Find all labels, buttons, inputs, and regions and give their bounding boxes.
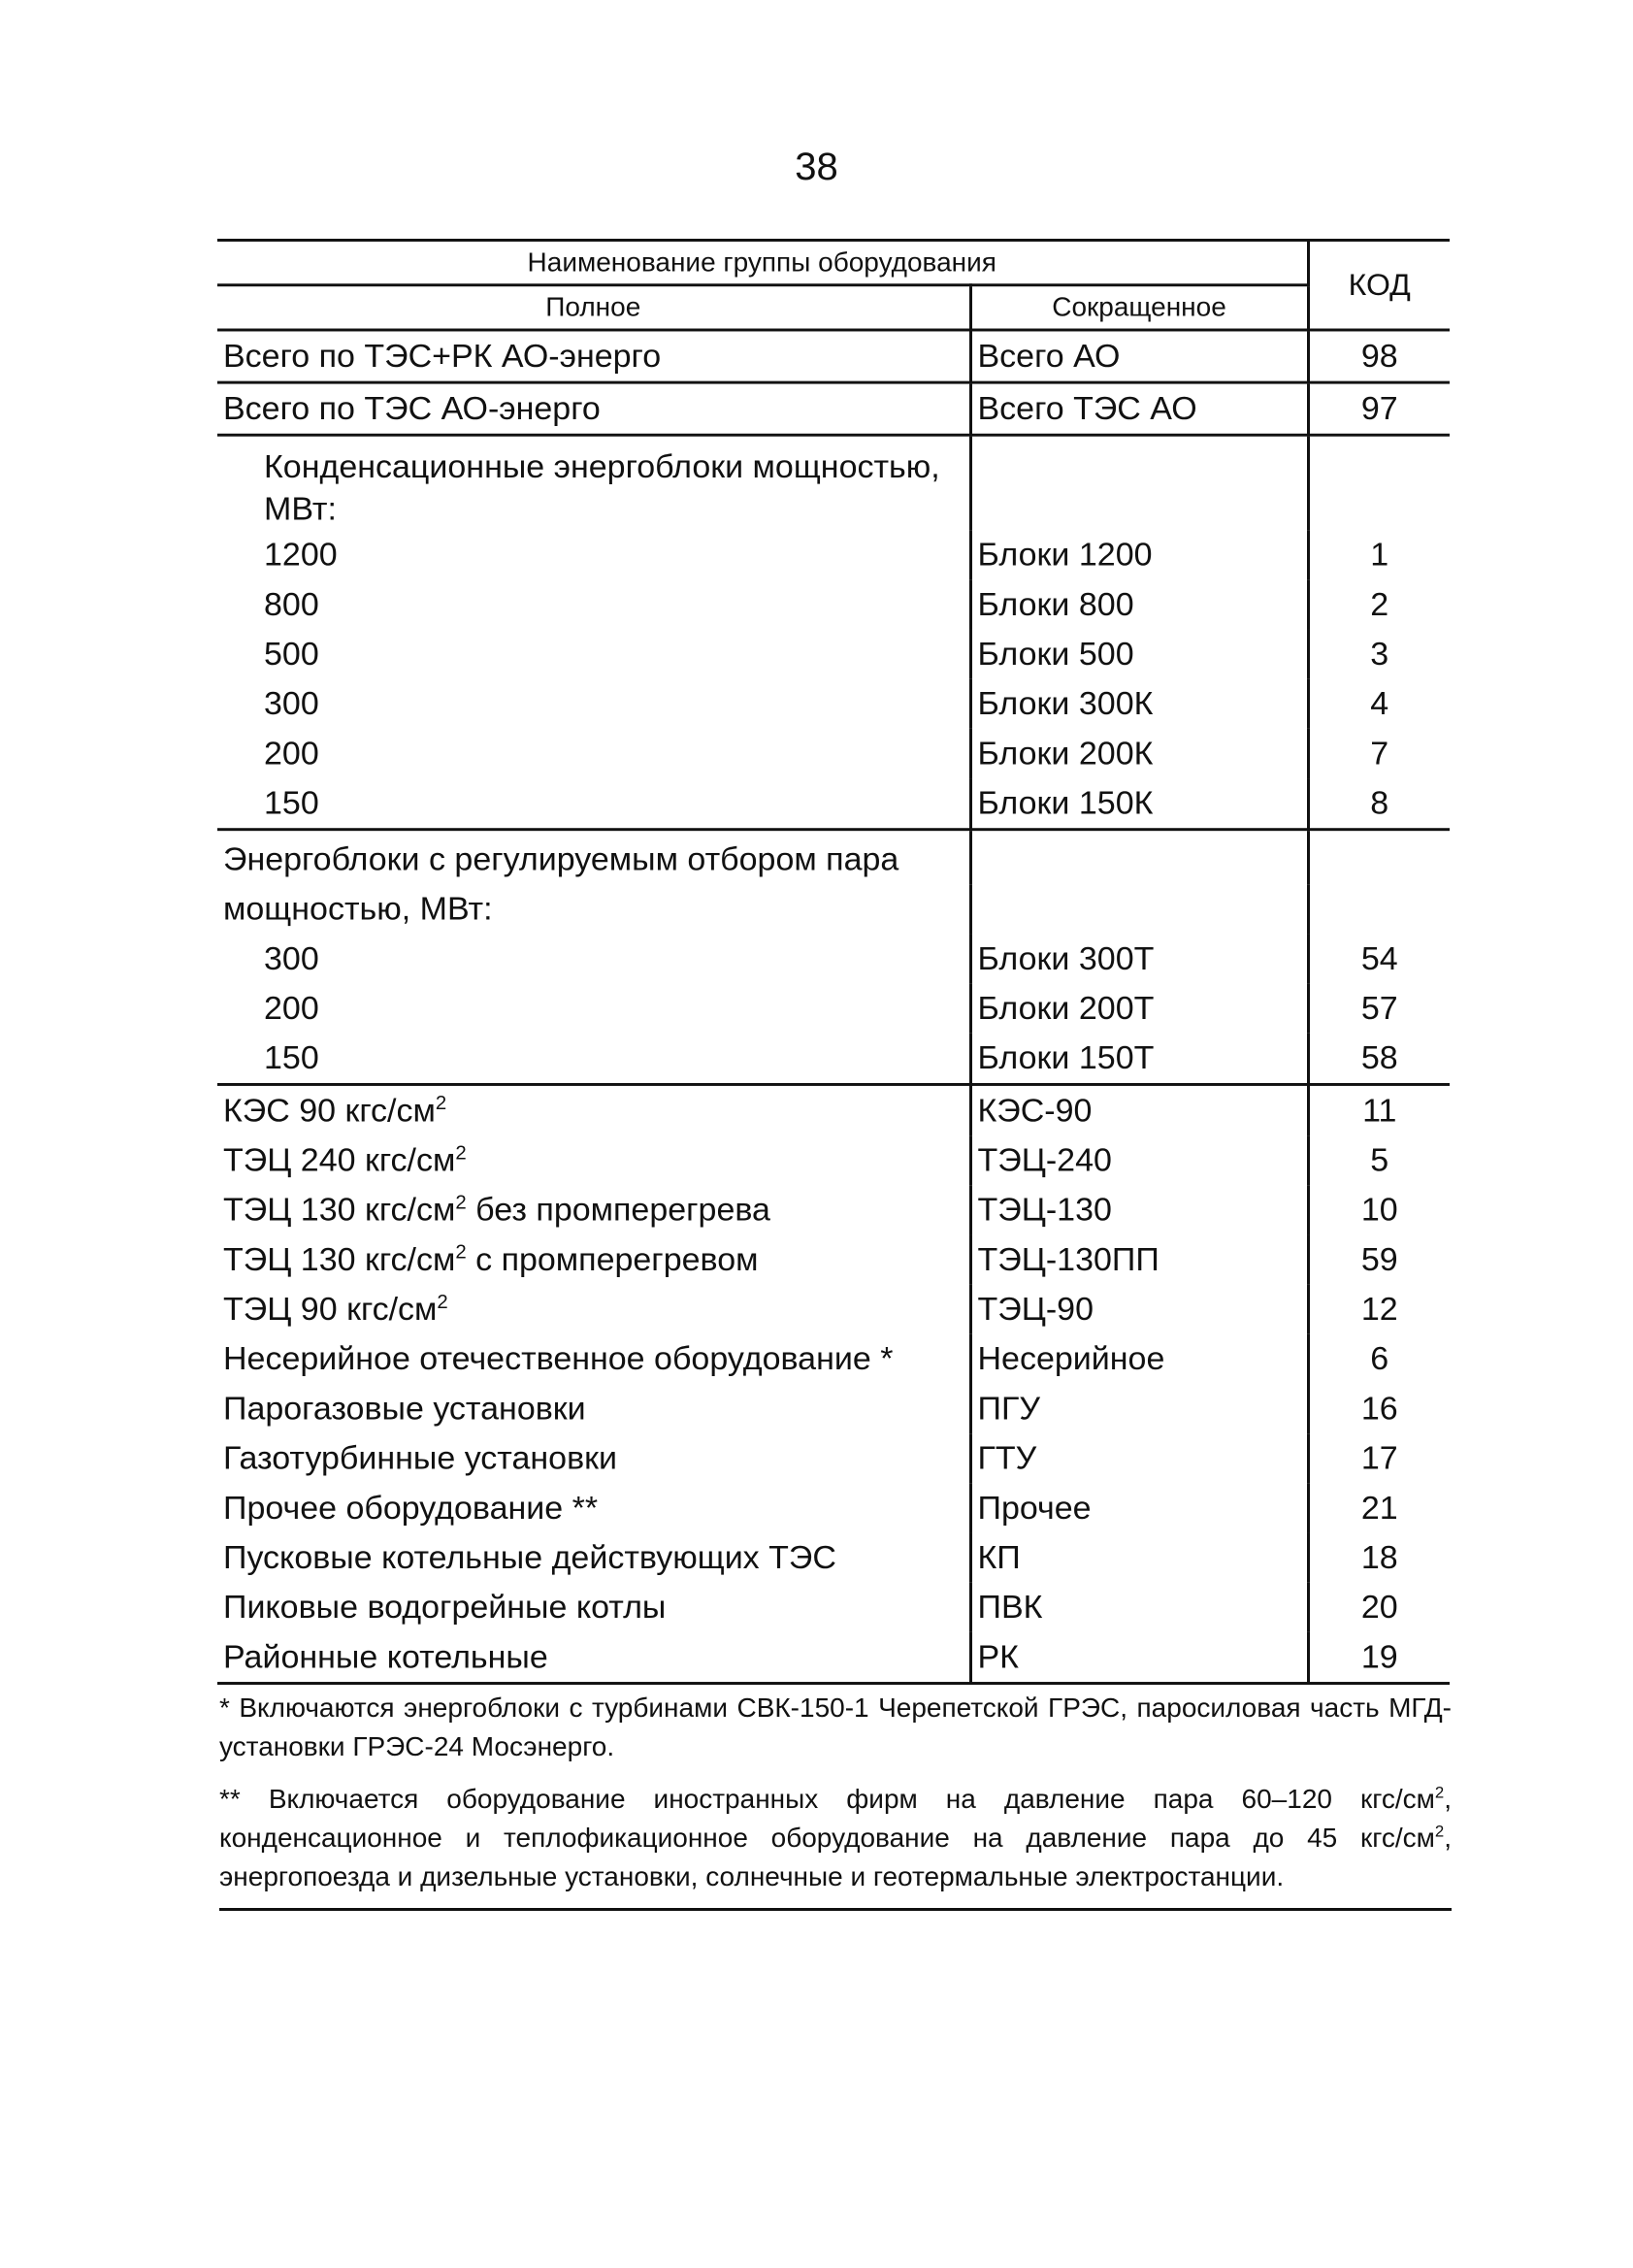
row-code: 98 bbox=[1308, 330, 1450, 382]
table-row-other bbox=[217, 1084, 1450, 1135]
equipment-code-table bbox=[217, 239, 1450, 1685]
row-code: 5 bbox=[1370, 1142, 1389, 1179]
row-full-name-text: ТЭЦ 130 кгс/см bbox=[223, 1241, 456, 1278]
table-row-total-all bbox=[217, 330, 1450, 382]
table-row-other bbox=[217, 1632, 1450, 1684]
row-full-name-superscript: 2 bbox=[455, 1142, 467, 1165]
table-row-regulated bbox=[217, 1034, 1450, 1085]
row-full-name bbox=[217, 1334, 970, 1384]
row-code: 97 bbox=[1308, 382, 1450, 435]
header-code: КОД bbox=[1308, 240, 1450, 330]
row-code: 6 bbox=[1370, 1340, 1389, 1378]
row-code: 1 bbox=[1370, 537, 1389, 574]
table-row-other bbox=[217, 1583, 1450, 1632]
row-full-name bbox=[217, 1285, 970, 1334]
footnote-2-part-c: , энергопоезда и дизельные установки, солнечные и геотермальные электростанции. bbox=[219, 1823, 1452, 1891]
section-header-regulated bbox=[217, 830, 1450, 885]
table-row-condensing bbox=[217, 778, 1450, 830]
row-full-name-text: ТЭЦ 130 кгс/см bbox=[223, 1192, 456, 1229]
row-code: 59 bbox=[1360, 1241, 1398, 1278]
row-full-name-text: Несерийное отечественное оборудование * bbox=[223, 1340, 894, 1378]
row-code: 2 bbox=[1370, 586, 1389, 623]
section-header-regulated-line2 bbox=[217, 884, 1450, 934]
condensing-rows bbox=[217, 530, 1450, 830]
row-full-name-superscript: 2 bbox=[455, 1242, 467, 1264]
row-code: 54 bbox=[1360, 940, 1398, 977]
section-header-condensing bbox=[217, 435, 1450, 530]
row-full-name: Всего по ТЭС+РК АО-энерго bbox=[217, 330, 970, 382]
row-short-name: Блоки 200К bbox=[970, 729, 1308, 778]
row-full-name-superscript: 2 bbox=[437, 1292, 448, 1313]
row-code: 20 bbox=[1360, 1589, 1398, 1626]
row-full-name: 300 bbox=[217, 679, 970, 729]
table-row-condensing bbox=[217, 579, 1450, 629]
row-full-name: 200 bbox=[217, 984, 970, 1034]
row-code: 10 bbox=[1360, 1192, 1398, 1229]
row-code: 57 bbox=[1360, 990, 1398, 1027]
row-short-name: Блоки 500 bbox=[970, 630, 1308, 679]
row-short-name: ГТУ bbox=[970, 1433, 1308, 1483]
row-full-name: 500 bbox=[217, 630, 970, 679]
row-full-name-text: Парогазовые установки bbox=[223, 1390, 586, 1428]
row-full-name-text: Газотурбинные установки bbox=[223, 1440, 618, 1477]
row-code: 17 bbox=[1360, 1440, 1398, 1477]
header-full-name: Полное bbox=[217, 285, 970, 330]
footnote-2 bbox=[219, 1780, 1452, 1896]
row-full-name: 1200 bbox=[217, 530, 970, 579]
row-short-name: Блоки 150К bbox=[970, 778, 1308, 830]
table-row-other bbox=[217, 1533, 1450, 1583]
row-short-name: Всего ТЭС АО bbox=[970, 382, 1308, 435]
row-code: 11 bbox=[1362, 1092, 1397, 1130]
row-short-name: КП bbox=[970, 1533, 1308, 1583]
row-full-name bbox=[217, 1135, 970, 1185]
row-full-name bbox=[217, 1632, 970, 1684]
row-short-name: Блоки 300Т bbox=[970, 934, 1308, 983]
row-short-name: ПГУ bbox=[970, 1384, 1308, 1433]
header-short-name: Сокращенное bbox=[970, 285, 1308, 330]
table-row-other bbox=[217, 1334, 1450, 1384]
section-title-line2: мощностью, МВт: bbox=[217, 884, 970, 934]
page-number: 38 bbox=[795, 146, 838, 188]
other-rows bbox=[217, 1084, 1450, 1683]
row-full-name bbox=[217, 1583, 970, 1632]
table-row-regulated bbox=[217, 984, 1450, 1034]
row-full-name: 150 bbox=[217, 778, 970, 830]
row-code: 16 bbox=[1360, 1390, 1398, 1428]
row-code: 21 bbox=[1360, 1490, 1398, 1527]
row-short-name: КЭС-90 bbox=[970, 1084, 1308, 1135]
row-full-name bbox=[217, 1185, 970, 1234]
row-full-name bbox=[217, 1384, 970, 1433]
row-short-name: Блоки 300К bbox=[970, 679, 1308, 729]
row-code: 19 bbox=[1308, 1632, 1450, 1684]
table-row-total-tes bbox=[217, 382, 1450, 435]
row-code: 12 bbox=[1360, 1291, 1398, 1328]
table-row-other bbox=[217, 1483, 1450, 1532]
row-full-name-text: ТЭЦ 90 кгс/см bbox=[223, 1291, 438, 1328]
regulated-rows bbox=[217, 934, 1450, 1084]
section-title: Конденсационные энергоблоки мощностью, МВт: bbox=[217, 435, 970, 530]
row-full-name bbox=[217, 1234, 970, 1284]
footnote-2-part-b: , конденсационное и теплофикационное оборудование на давление пара до 45 кгс/см bbox=[219, 1784, 1452, 1853]
row-short-name: РК bbox=[970, 1632, 1308, 1684]
row-full-name-text: Прочее оборудование ** bbox=[223, 1490, 599, 1527]
table-row-other bbox=[217, 1185, 1450, 1234]
row-full-name: 150 bbox=[217, 1034, 970, 1085]
section-title-line1: Энергоблоки с регулируемым отбором пара bbox=[217, 830, 970, 885]
table-row-other bbox=[217, 1384, 1450, 1433]
footnote-2-part-a: ** Включается оборудование иностранных фирм на давление пара 60–120 кгс/см bbox=[219, 1784, 1435, 1814]
table-row-condensing bbox=[217, 630, 1450, 679]
row-code: 58 bbox=[1308, 1034, 1450, 1085]
table-row-other bbox=[217, 1285, 1450, 1334]
row-short-name: ТЭЦ-90 bbox=[970, 1285, 1308, 1334]
header-group-name: Наименование группы оборудования bbox=[217, 240, 1308, 284]
row-full-name: 200 bbox=[217, 729, 970, 778]
row-full-name-suffix: с промперегревом bbox=[466, 1241, 759, 1278]
row-full-name-text: ТЭЦ 240 кгс/см bbox=[223, 1142, 456, 1179]
row-full-name: 800 bbox=[217, 579, 970, 629]
table-row-other bbox=[217, 1135, 1450, 1185]
row-full-name: Всего по ТЭС АО-энерго bbox=[217, 382, 970, 435]
table-row-condensing bbox=[217, 729, 1450, 778]
row-full-name-suffix: без промперегрева bbox=[466, 1192, 770, 1229]
row-full-name: 300 bbox=[217, 934, 970, 983]
row-short-name: Блоки 800 bbox=[970, 579, 1308, 629]
row-code: 4 bbox=[1370, 685, 1389, 722]
table-row-regulated bbox=[217, 934, 1450, 983]
row-full-name-text: КЭС 90 кгс/см bbox=[223, 1092, 436, 1130]
row-short-name: Блоки 150Т bbox=[970, 1034, 1308, 1085]
footnote-2-sup-2: 2 bbox=[1434, 1822, 1445, 1841]
row-full-name-superscript: 2 bbox=[435, 1093, 447, 1115]
row-short-name: ТЭЦ-130 bbox=[970, 1185, 1308, 1234]
table-row-condensing bbox=[217, 679, 1450, 729]
row-full-name bbox=[217, 1084, 970, 1135]
row-short-name: Несерийное bbox=[970, 1334, 1308, 1384]
row-short-name: Блоки 1200 bbox=[970, 530, 1308, 579]
row-short-name: Прочее bbox=[970, 1483, 1308, 1532]
row-short-name: ПВК bbox=[970, 1583, 1308, 1632]
footnotes bbox=[219, 1689, 1452, 1910]
row-full-name-text: Пусковые котельные действующих ТЭС bbox=[223, 1539, 836, 1576]
row-code: 18 bbox=[1360, 1539, 1398, 1576]
row-short-name: ТЭЦ-240 bbox=[970, 1135, 1308, 1185]
footnote-2-sup-1: 2 bbox=[1434, 1783, 1445, 1802]
table-row-other bbox=[217, 1234, 1450, 1284]
table-row-other bbox=[217, 1433, 1450, 1483]
footnote-1: * Включаются энергоблоки с турбинами СВК-150-1 Черепетской ГРЭС, паросиловая часть МГД-установки ГРЭС-24 Мосэнерго. bbox=[219, 1693, 1452, 1761]
row-full-name-text: Пиковые водогрейные котлы bbox=[223, 1589, 667, 1626]
row-full-name bbox=[217, 1433, 970, 1483]
row-full-name-superscript: 2 bbox=[455, 1192, 467, 1214]
row-code: 8 bbox=[1308, 778, 1450, 830]
row-short-name: ТЭЦ-130ПП bbox=[970, 1234, 1308, 1284]
row-full-name-text: Районные котельные bbox=[223, 1638, 548, 1676]
row-code: 3 bbox=[1370, 636, 1389, 673]
bottom-rule bbox=[219, 1908, 1452, 1911]
row-full-name bbox=[217, 1483, 970, 1532]
row-code: 7 bbox=[1370, 735, 1389, 772]
row-short-name: Блоки 200Т bbox=[970, 984, 1308, 1034]
row-full-name bbox=[217, 1533, 970, 1583]
row-short-name: Всего АО bbox=[970, 330, 1308, 382]
table-row-condensing bbox=[217, 530, 1450, 579]
